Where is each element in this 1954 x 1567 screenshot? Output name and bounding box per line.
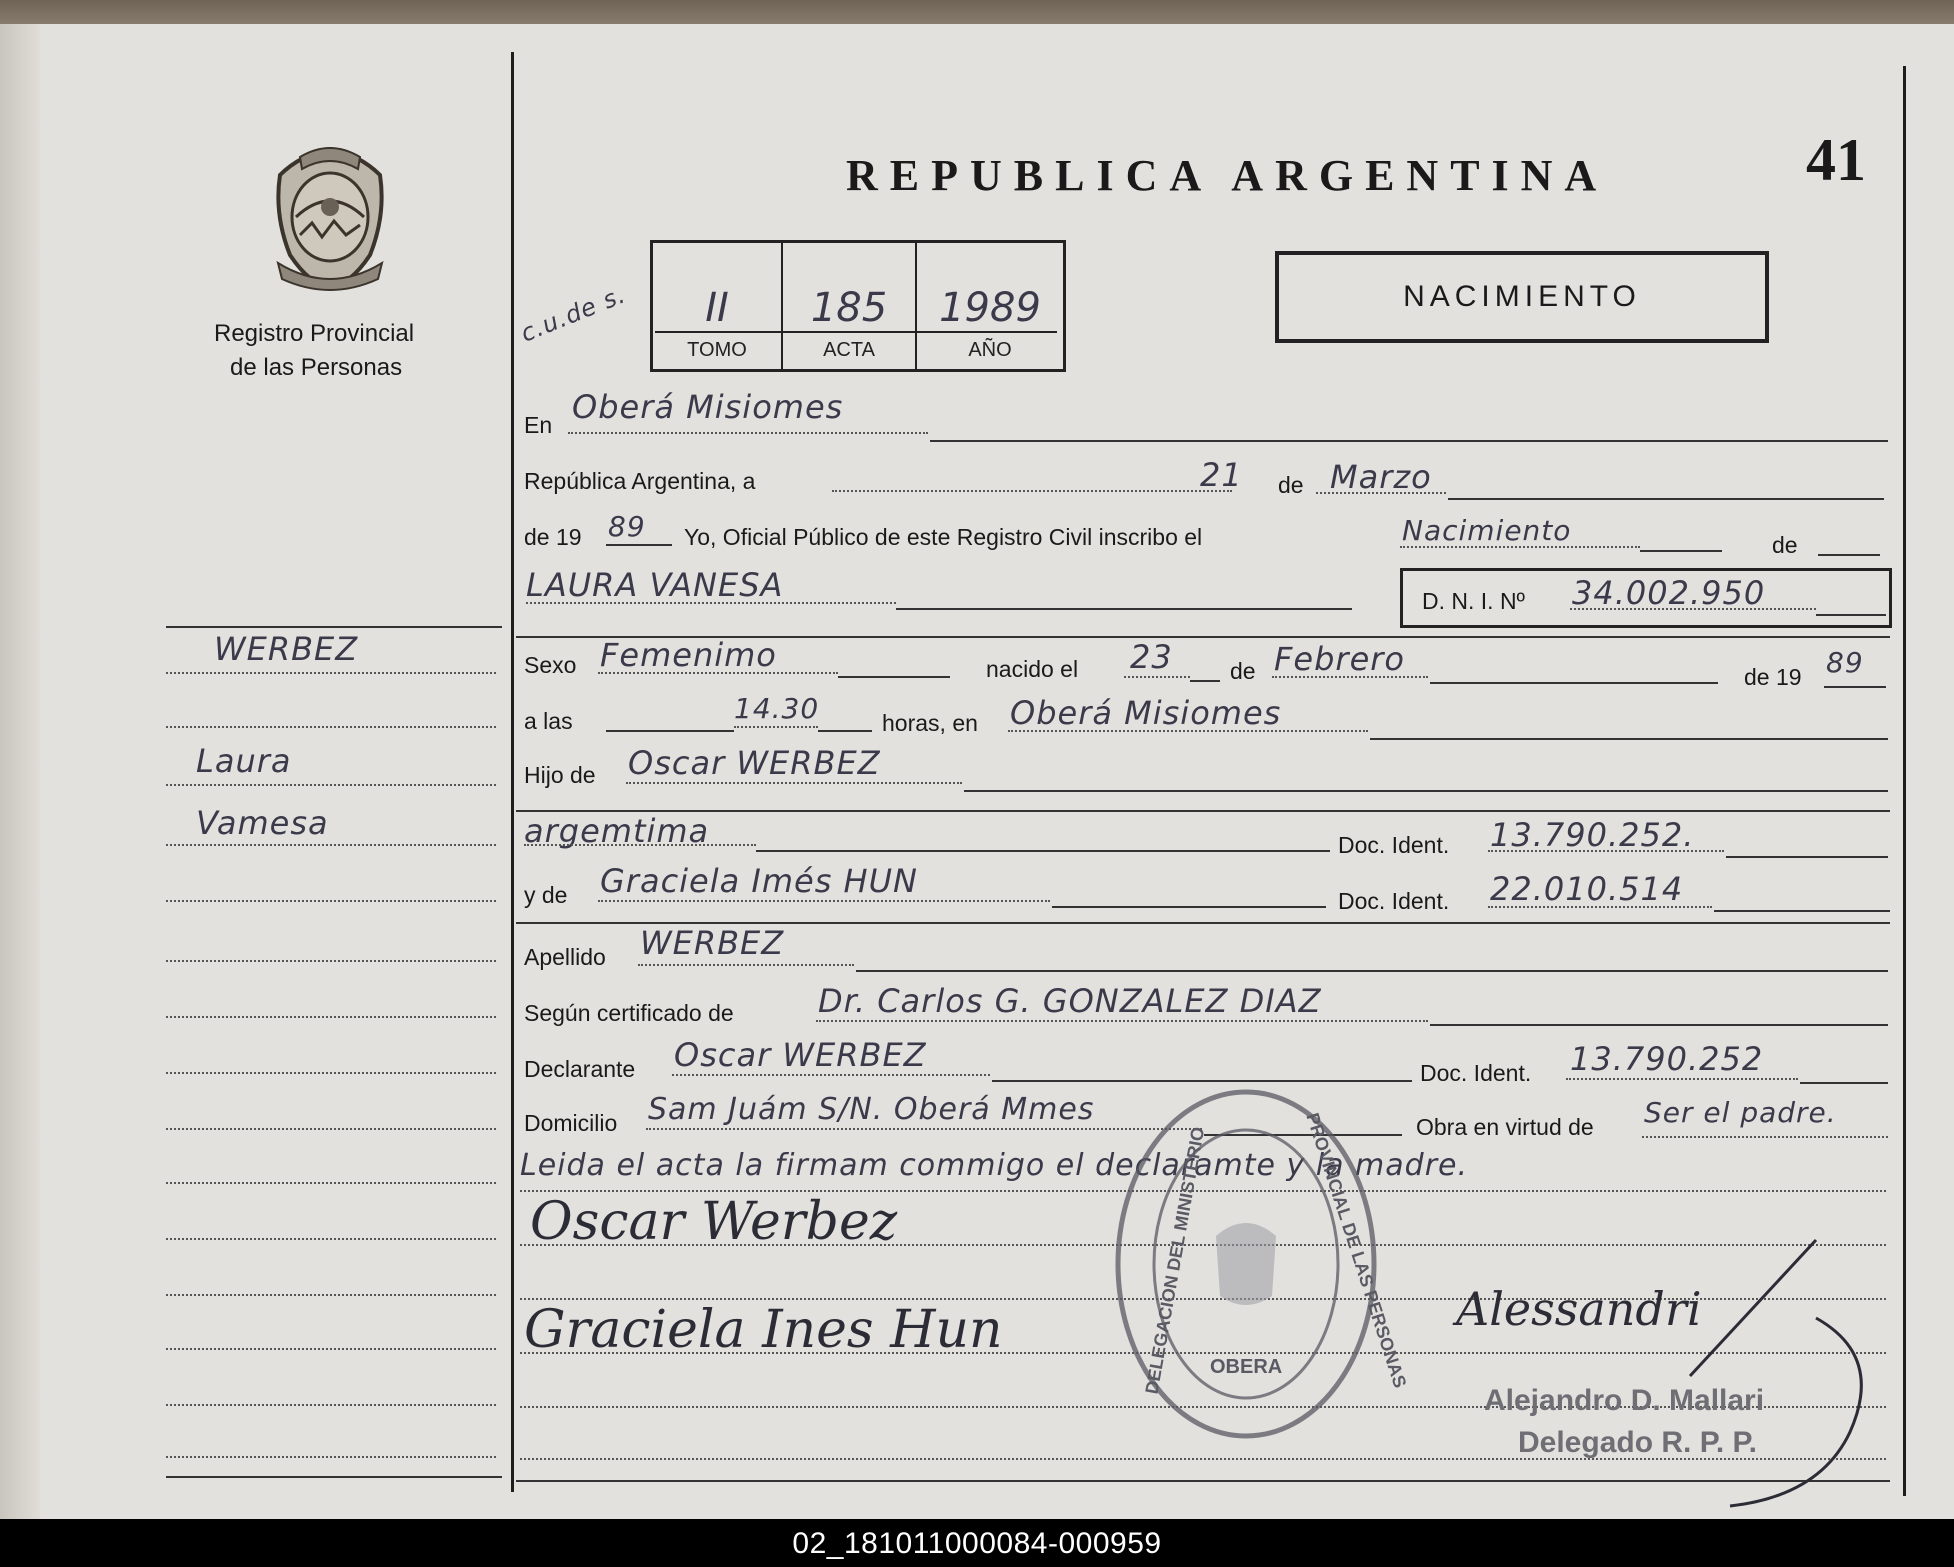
- sidebar-dotted-line: [166, 1404, 496, 1406]
- sidebar-dotted-line: [166, 784, 496, 786]
- act-type-dotted: [1400, 546, 1640, 548]
- year-suffix-line: [606, 544, 672, 546]
- sidebar-dotted-line: [166, 1016, 496, 1018]
- signature-mother: Graciela Ines Hun: [524, 1300, 1003, 1360]
- mother-value: Graciela Imés HUN: [600, 862, 918, 900]
- hour-line-right: [818, 730, 872, 732]
- signature-declarant: Oscar Werbez: [530, 1192, 898, 1252]
- de-line-2: [1818, 554, 1880, 556]
- year-suffix-value: 89: [608, 510, 646, 543]
- father-line: [964, 790, 1888, 792]
- obra-value: Ser el padre.: [1644, 1096, 1837, 1129]
- de-label-2: de: [1772, 532, 1798, 558]
- father-doc-value: 13.790.252.: [1490, 816, 1695, 854]
- declarante-doc-line: [1800, 1082, 1888, 1084]
- sidebar-dotted-line: [166, 900, 496, 902]
- de19-label-2: de 19: [1744, 664, 1802, 690]
- sidebar-dotted-line: [166, 960, 496, 962]
- child-name-dotted: [526, 602, 896, 604]
- acta-label: ACTA: [823, 339, 875, 361]
- father-doc-dotted: [1488, 850, 1724, 852]
- birth-year-value: 89: [1826, 646, 1864, 679]
- de-label-3: de: [1230, 658, 1256, 684]
- hijo-label: Hijo de: [524, 762, 596, 788]
- yde-label: y de: [524, 882, 568, 908]
- sidebar-name2: Vamesa: [196, 804, 329, 842]
- dni-label: D. N. I. Nº: [1422, 588, 1525, 614]
- delegate-name: Alejandro D. Mallari: [1484, 1384, 1765, 1417]
- sidebar-dotted-line: [166, 1456, 496, 1458]
- province-seal-icon: [260, 135, 400, 295]
- father-doc-line: [1726, 856, 1888, 858]
- stamp-text-left: DELEGACION DEL MINISTERIO: [1141, 1125, 1209, 1396]
- child-name-value: LAURA VANESA: [526, 566, 784, 604]
- birth-day-line: [1190, 680, 1220, 682]
- father-nationality-dotted: [524, 844, 756, 846]
- doc-label-3: Doc. Ident.: [1420, 1060, 1532, 1086]
- sidebar-dotted-line: [166, 1072, 496, 1074]
- mother-dotted: [598, 900, 1050, 902]
- sidebar-bottom-rule: [166, 1476, 502, 1478]
- acta-value: 185: [810, 285, 888, 331]
- tomo-label: TOMO: [687, 339, 747, 361]
- declarante-value: Oscar WERBEZ: [674, 1036, 927, 1074]
- page-number: 41: [1806, 127, 1866, 193]
- birth-year-line: [1824, 686, 1886, 688]
- office-name-line1: Registro Provincial: [214, 320, 415, 347]
- dni-value: 34.002.950: [1572, 574, 1766, 612]
- sidebar-dotted-line: [166, 672, 496, 674]
- acta-cell: [783, 243, 917, 369]
- sidebar-dotted-line: [166, 1348, 496, 1350]
- sexo-label: Sexo: [524, 652, 577, 678]
- document-title: REPUBLICA ARGENTINA: [846, 151, 1609, 200]
- sidebar-surname: WERBEZ: [214, 630, 359, 668]
- signature-official: Alessandri: [1456, 1282, 1702, 1336]
- segun-label: Según certificado de: [524, 1000, 734, 1026]
- delegate-role: Delegado R. P. P.: [1518, 1426, 1757, 1459]
- declarante-dotted: [672, 1074, 990, 1076]
- anio-label: AÑO: [968, 339, 1012, 361]
- section-divider-2: [516, 810, 1890, 812]
- obra-label: Obra en virtud de: [1416, 1114, 1594, 1140]
- child-name-line: [896, 608, 1352, 610]
- dni-line: [1816, 614, 1886, 616]
- sidebar-top-rule: [166, 626, 502, 628]
- apellido-dotted: [638, 964, 854, 966]
- sidebar-dotted-line: [166, 1128, 496, 1130]
- father-nationality-value: argemtima: [524, 812, 710, 850]
- sidebar-name1: Laura: [196, 742, 292, 780]
- mother-doc-value: 22.010.514: [1490, 870, 1684, 908]
- declarante-doc-value: 13.790.252: [1570, 1040, 1764, 1078]
- mother-line: [1052, 906, 1326, 908]
- registration-box: [650, 240, 1066, 372]
- birth-day-dotted: [1124, 676, 1190, 678]
- obra-dotted: [1642, 1136, 1888, 1138]
- sidebar-dotted-line: [166, 844, 496, 846]
- en-label: En: [524, 412, 553, 438]
- place-dotted: [568, 432, 928, 434]
- apellido-value: WERBEZ: [640, 924, 785, 962]
- father-value: Oscar WERBEZ: [628, 744, 881, 782]
- act-type-value: Nacimiento: [1402, 514, 1572, 547]
- anio-value: 1989: [939, 285, 1041, 331]
- hour-dotted: [734, 726, 818, 728]
- nacido-label: nacido el: [986, 656, 1079, 682]
- birth-month-dotted: [1272, 676, 1428, 678]
- stamp-text-right: PROVINCIAL DE LAS PERSONAS: [1302, 1110, 1411, 1391]
- birth-place-line: [1370, 738, 1888, 740]
- place-line: [930, 440, 1888, 442]
- anio-cell: [917, 243, 1063, 369]
- leida-text: Leida el acta la firmam commigo el declaramte y la madre.: [520, 1148, 1469, 1183]
- sexo-dotted: [598, 672, 838, 674]
- domicilio-label: Domicilio: [524, 1110, 618, 1136]
- registration-box-divider: [655, 331, 1057, 333]
- day-dotted: [832, 490, 1232, 492]
- declarante-doc-dotted: [1566, 1078, 1798, 1080]
- apellido-label: Apellido: [524, 944, 606, 970]
- doc-label-2: Doc. Ident.: [1338, 888, 1450, 914]
- father-nationality-line: [756, 850, 1330, 852]
- registration-prefix-note: c.u.de s.: [516, 280, 630, 348]
- left-column-divider: [511, 52, 514, 1492]
- domicilio-value: Sam Juám S/N. Oberá Mmes: [648, 1092, 1095, 1127]
- apellido-line: [856, 970, 1888, 972]
- mother-doc-line: [1714, 910, 1890, 912]
- sidebar-dotted-line: [166, 1294, 496, 1296]
- office-name-line2: de las Personas: [230, 354, 403, 381]
- horas-label: horas, en: [882, 710, 978, 736]
- archive-code: 02_181011000084-000959: [792, 1527, 1162, 1560]
- birth-month-line: [1430, 682, 1718, 684]
- page-gutter-shadow: [0, 24, 40, 1519]
- dni-dotted: [1570, 608, 1816, 610]
- document-type-box: NACIMIENTO: [1275, 251, 1769, 343]
- hour-line-left: [606, 730, 734, 732]
- place-value: Oberá Misiomes: [572, 388, 844, 426]
- de19-label: de 19: [524, 524, 582, 550]
- certificado-value: Dr. Carlos G. GONZALEZ DIAZ: [818, 982, 1322, 1020]
- republica-label: República Argentina, a: [524, 468, 756, 494]
- sidebar-dotted-line: [166, 726, 496, 728]
- declarante-line: [992, 1080, 1412, 1082]
- month-line: [1448, 498, 1884, 500]
- certificado-line: [1430, 1024, 1888, 1026]
- official-signature-flourish-icon: [1440, 1236, 1920, 1512]
- mother-doc-dotted: [1488, 906, 1712, 908]
- birth-month-value: Febrero: [1274, 640, 1405, 678]
- day-value: 21: [1200, 456, 1243, 494]
- alas-label: a las: [524, 708, 573, 734]
- oficial-text: Yo, Oficial Público de este Registro Civil inscribo el: [684, 524, 1203, 550]
- declarante-label: Declarante: [524, 1056, 636, 1082]
- birth-day-value: 23: [1130, 638, 1173, 676]
- month-value: Marzo: [1330, 458, 1432, 496]
- stamp-text-bottom: OBERA: [1210, 1356, 1283, 1378]
- hour-value: 14.30: [734, 692, 820, 725]
- sidebar-dotted-line: [166, 1182, 496, 1184]
- de-label: de: [1278, 472, 1304, 498]
- certificado-dotted: [816, 1020, 1428, 1022]
- doc-label: Doc. Ident.: [1338, 832, 1450, 858]
- tomo-cell: [653, 243, 783, 369]
- tomo-value: II: [705, 285, 729, 331]
- sexo-line: [838, 676, 950, 678]
- sidebar-dotted-line: [166, 1238, 496, 1240]
- birth-place-dotted: [1008, 730, 1368, 732]
- act-type-line: [1640, 550, 1722, 552]
- father-dotted: [626, 782, 962, 784]
- birth-place-value: Oberá Misiomes: [1010, 694, 1282, 732]
- sexo-value: Femenimo: [600, 636, 777, 674]
